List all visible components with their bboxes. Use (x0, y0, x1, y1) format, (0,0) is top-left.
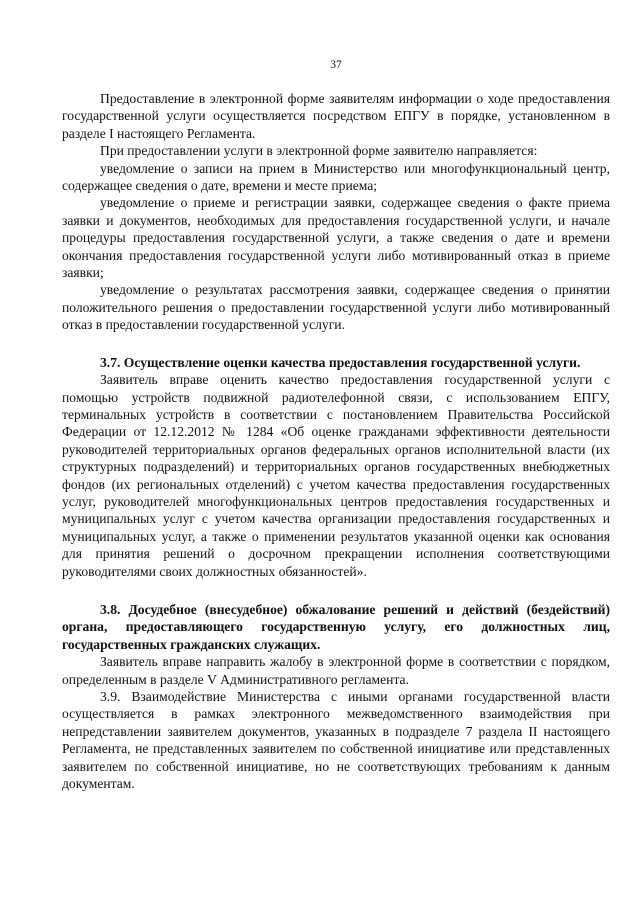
paragraph-quality-assessment: Заявитель вправе оценить качество предоставления государственной услуги с помощью устройств подвижной радиотелефонной связи, с использованием ЕПГУ, терминальных устройств в соответствии с постановлением Правительства Российской Федерации от 12.12.2012 № 1284 «Об оценке гражданами эффективности деятельности руководителей территориальных органов федеральных органов исполнительной власти (их структурных подразделений) и территориальных органов государственных внебюджетных фондов (их региональных отделений) с учетом качества предоставления государственных услуг, руководителей многофункциональных центров предоставления государственных и муниципальных услуг с учетом качества организации предоставления государственных и муниципальных услуг, а также о применении результатов указанной оценки как основания для принятия решений о досрочном прекращении исполнения соответствующими руководителями своих должностных обязанностей». (62, 372, 610, 579)
page-number: 37 (330, 59, 342, 71)
document-page (62, 58, 610, 792)
paragraph-interagency-interaction: 3.9. Взаимодействие Министерства с иными органами государственной власти осуществляется в рамках электронного межведомственного взаимодействия при непредставлении заявителем документов, указанных в подразделе 7 раздела II настоящего Регламента, не представленных заявителем по собственной инициативе или представленных заявителем по собственной инициативе, но не соответствующих требованиям к данным документам. (62, 689, 610, 792)
paragraph-notifications-intro: При предоставлении услуги в электронной форме заявителю направляется: (100, 143, 538, 159)
paragraph-epgu-status-info: Предоставление в электронной форме заявителям информации о ходе предоставления государственной услуги осуществляется посредством ЕПГУ в порядке, установленном в разделе I настоящего Регламента. (62, 91, 610, 141)
paragraph-complaint-right: Заявитель вправе направить жалобу в электронной форме в соответствии с порядком, определенным в разделе V Административного регламента. (62, 654, 610, 687)
section-heading-3-8: 3.8. Досудебное (внесудебное) обжалование решений и действий (бездействий) органа, предоставляющего государственную услугу, его должностных лиц, государственных гражданских служащих. (62, 601, 610, 652)
paragraph-appointment-notification: уведомление о записи на прием в Министерство или многофункциональный центр, содержащее сведения о дате, времени и месте приема; (62, 160, 610, 194)
paragraph-registration-notification: уведомление о приеме и регистрации заявки, содержащее сведения о факте приема заявки и документов, необходимых для предоставления государственной услуги, и начале процедуры предоставления государственной услуги, а также сведения о дате и времени окончания предоставления государственной услуги либо мотивированный отказ в приеме заявки; (62, 195, 610, 281)
paragraph-result-notification: уведомление о результатах рассмотрения заявки, содержащее сведения о принятии положительного решения о предоставлении государственной услуги либо мотивированный отказ в предоставлении государственной услуги. (62, 282, 610, 333)
section-heading-3-7: 3.7. Осуществление оценки качества предоставления государственной услуги. (100, 354, 581, 370)
